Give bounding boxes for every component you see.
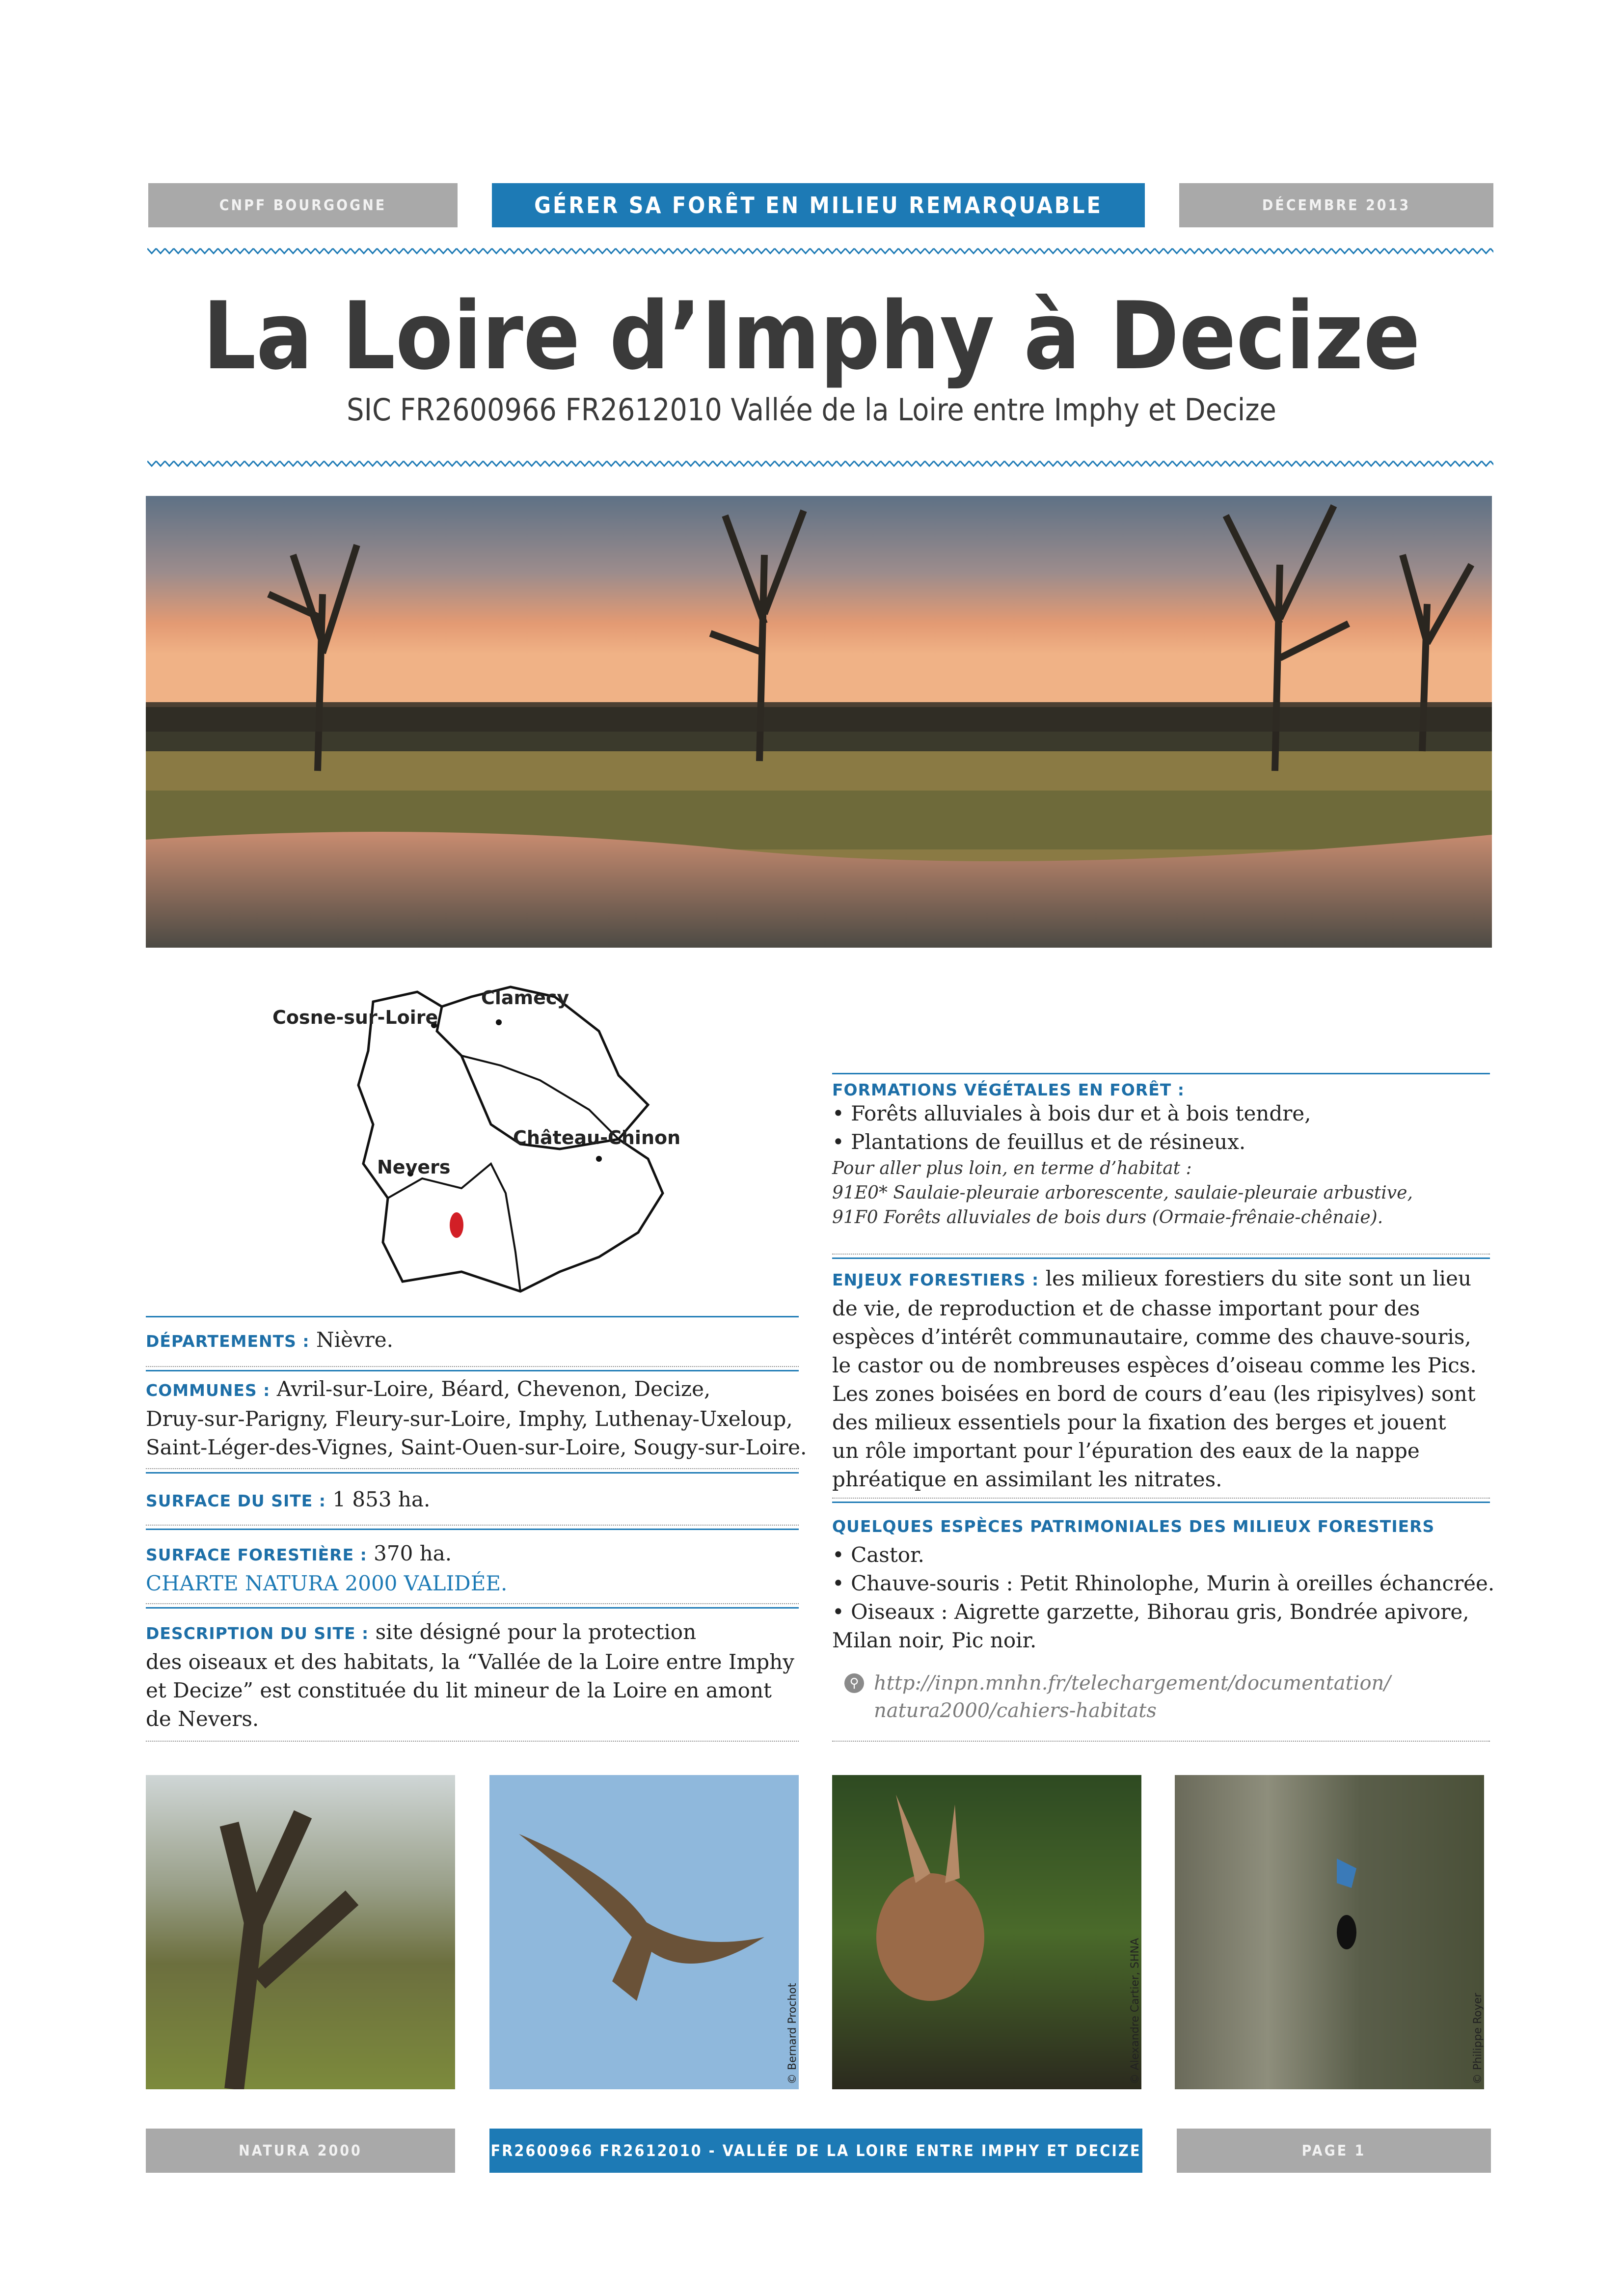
map-label-cosne: Cosne-sur-Loire (272, 1007, 438, 1028)
right-dotted-1 (832, 1254, 1490, 1255)
photo-honey-buzzard (489, 1775, 799, 2089)
enjeux-label: ENJEUX FORESTIERS : (832, 1270, 1039, 1289)
description-line-3: et Decize” est constituée du lit mineur de la Loire en amont (146, 1678, 772, 1702)
surface-forestiere-label: SURFACE FORESTIÈRE : (146, 1545, 367, 1564)
header-date-label: DÉCEMBRE 2013 (1179, 183, 1493, 227)
departements-label: DÉPARTEMENTS : (146, 1332, 310, 1351)
left-rule-3 (146, 1472, 799, 1474)
departements-value: Nièvre. (316, 1328, 393, 1352)
zigzag-divider-top (147, 246, 1493, 255)
page-subtitle: SIC FR2600966 FR2612010 Vallée de la Loire entre Imphy et Decize (347, 392, 1276, 428)
left-dotted-3 (146, 1525, 799, 1526)
formations-label: FORMATIONS VÉGÉTALES EN FORÊT : (832, 1080, 1185, 1099)
departements-block (146, 1326, 799, 1356)
communes-line-3: Saint-Léger-des-Vignes, Saint-Ouen-sur-Loire, Sougy-sur-Loire. (146, 1435, 807, 1459)
formations-item-1: • Forêts alluviales à bois dur et à bois tendre, (832, 1101, 1311, 1125)
zigzag-divider-bottom (147, 459, 1493, 468)
description-block (146, 1618, 813, 1733)
formations-italic-3: 91F0 Forêts alluviales de bois durs (Ormaie-frênaie-chênaie). (832, 1207, 1383, 1228)
enjeux-line-4: le castor ou de nombreuses espèces d’oiseau comme les Pics. (832, 1353, 1477, 1377)
footer-page-number: PAGE 1 (1177, 2129, 1491, 2173)
hero-photo-sunset-wetland (146, 496, 1492, 948)
description-label: DESCRIPTION DU SITE : (146, 1624, 369, 1643)
formations-italic-1: Pour aller plus loin, en terme d’habitat : (832, 1158, 1192, 1178)
communes-line-1: Avril-sur-Loire, Béard, Chevenon, Decize, (276, 1377, 711, 1401)
enjeux-line-2: de vie, de reproduction et de chasse important pour des (832, 1296, 1420, 1320)
footer-site-label: FR2600966 FR2612010 - VALLÉE DE LA LOIRE ENTRE IMPHY ET DECIZE (489, 2129, 1142, 2173)
link-line-1[interactable]: http://inpn.mnhn.fr/telechargement/documentation/ (874, 1672, 1391, 1695)
enjeux-line-8: phréatique en assimilant les nitrates. (832, 1467, 1222, 1491)
left-dotted-5 (146, 1741, 799, 1742)
photo-long-eared-bat (832, 1775, 1141, 2089)
left-dotted-1 (146, 1366, 799, 1367)
left-rule-1 (146, 1316, 799, 1317)
right-rule-3 (832, 1502, 1490, 1503)
surface-site-label: SURFACE DU SITE : (146, 1491, 326, 1510)
left-dotted-2 (146, 1468, 799, 1469)
link-line-2[interactable]: natura2000/cahiers-habitats (874, 1699, 1157, 1722)
communes-line-2: Druy-sur-Parigny, Fleury-sur-Loire, Imphy, Luthenay-Uxeloup, (146, 1407, 793, 1431)
especes-line-3: • Oiseaux : Aigrette garzette, Bihorau gris, Bondrée apivore, (832, 1600, 1469, 1624)
especes-line-4: Milan noir, Pic noir. (832, 1628, 1037, 1652)
left-rule-4 (146, 1529, 799, 1530)
formations-italic-2: 91E0* Saulaie-pleuraie arborescente, saulaie-pleuraie arbustive, (832, 1183, 1413, 1203)
communes-block (146, 1375, 813, 1462)
description-line-2: des oiseaux et des habitats, la “Vallée de la Loire entre Imphy (146, 1650, 794, 1674)
left-dotted-4 (146, 1603, 799, 1604)
enjeux-line-5: Les zones boisées en bord de cours d’eau (les ripisylves) sont (832, 1382, 1476, 1406)
cahiers-habitats-link[interactable] (849, 1669, 1492, 1724)
map-label-chateau-chinon: Château-Chinon (513, 1127, 681, 1148)
especes-label: QUELQUES ESPÈCES PATRIMONIALES DES MILIEUX FORESTIERS (832, 1517, 1435, 1536)
surface-forestiere-block (146, 1539, 799, 1598)
enjeux-line-6: des milieux essentiels pour la fixation des berges et jouent (832, 1410, 1446, 1434)
photo-willow-trees (146, 1775, 455, 2089)
right-dotted-3 (832, 1741, 1490, 1742)
site-location-marker (450, 1212, 463, 1238)
especes-block (832, 1512, 1500, 1655)
enjeux-line-3: espèces d’intérêt communautaire, comme des chauve-souris, (832, 1325, 1471, 1349)
right-rule-2 (832, 1257, 1490, 1259)
surface-site-block (146, 1485, 799, 1515)
photo-credit-bernard-prochot: © Bernard Prochot (786, 1983, 799, 2084)
photo-credit-alexandre-cartier: © Alexandre Cartier, SHNA (1129, 1938, 1141, 2084)
photo-tree-cavity (1175, 1775, 1484, 2089)
description-line-4: de Nevers. (146, 1707, 259, 1731)
enjeux-line-7: un rôle important pour l’épuration des eaux de la nappe (832, 1439, 1420, 1463)
surface-site-value: 1 853 ha. (332, 1487, 431, 1511)
page-title: La Loire d’Imphy à Decize (202, 282, 1421, 390)
enjeux-block (832, 1264, 1500, 1494)
especes-line-1: • Castor. (832, 1543, 924, 1567)
footer-natura-label: NATURA 2000 (146, 2129, 455, 2173)
communes-label: COMMUNES : (146, 1381, 270, 1400)
charte-natura-note: CHARTE NATURA 2000 VALIDÉE. (146, 1571, 508, 1595)
search-icon: ⚲ (844, 1673, 864, 1693)
formations-item-2: • Plantations de feuillus et de résineux. (832, 1130, 1246, 1154)
map-label-nevers: Nevers (377, 1156, 451, 1178)
surface-forestiere-value: 370 ha. (374, 1541, 452, 1565)
left-rule-2 (146, 1370, 799, 1371)
description-line-1: site désigné pour la protection (375, 1620, 697, 1644)
header-org-label: CNPF BOURGOGNE (148, 183, 458, 227)
left-rule-5 (146, 1607, 799, 1609)
map-label-clamecy: Clamecy (481, 987, 569, 1009)
right-rule-1 (832, 1073, 1490, 1074)
enjeux-line-1: les milieux forestiers du site sont un lieu (1045, 1266, 1472, 1290)
formations-block (832, 1080, 1500, 1230)
especes-line-2: • Chauve-souris : Petit Rhinolophe, Murin à oreilles échancrée. (832, 1571, 1495, 1595)
right-dotted-2 (832, 1498, 1490, 1499)
photo-credit-philippe-royer: © Philippe Royer (1472, 1993, 1484, 2084)
location-map (272, 977, 717, 1311)
header-series-title: GÉRER SA FORÊT EN MILIEU REMARQUABLE (492, 183, 1145, 227)
